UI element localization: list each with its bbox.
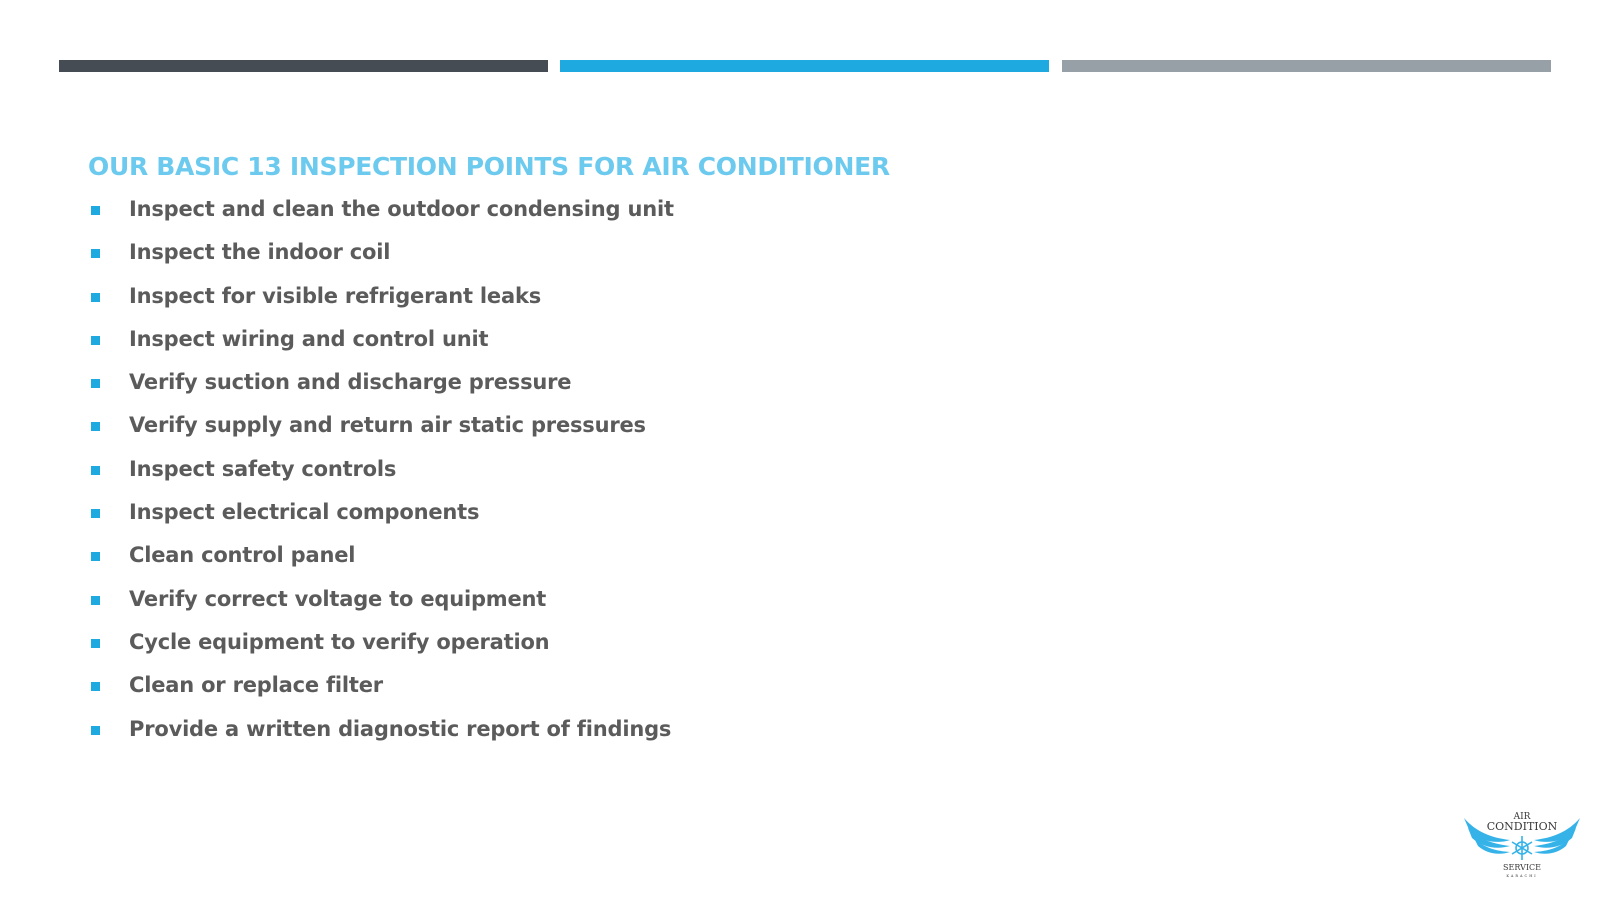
slide-title: OUR BASIC 13 INSPECTION POINTS FOR AIR CONDITIONER — [88, 152, 890, 181]
list-item-text: Inspect and clean the outdoor condensing unit — [129, 197, 674, 221]
logo-line-3: SERVICE — [1503, 863, 1541, 872]
square-bullet-icon — [91, 206, 100, 215]
header-bar-gray — [1062, 60, 1551, 72]
list-item-text: Verify supply and return air static pressures — [129, 413, 646, 438]
list-item-text: Inspect the indoor coil — [129, 240, 391, 265]
list-item-text: Clean or replace filter — [129, 673, 383, 698]
list-item-text: Verify correct voltage to equipment — [129, 586, 547, 611]
logo-line-1: AIR — [1513, 812, 1531, 822]
square-bullet-icon — [91, 466, 100, 475]
list-item-text: Inspect safety controls — [129, 456, 397, 481]
list-item-text: Inspect electrical components — [129, 500, 480, 525]
square-bullet-icon — [91, 639, 100, 648]
square-bullet-icon — [91, 596, 100, 605]
square-bullet-icon — [91, 379, 100, 388]
list-item-text: Provide a written diagnostic report of findings — [129, 716, 672, 741]
square-bullet-icon — [91, 552, 100, 561]
company-logo — [1462, 810, 1582, 882]
square-bullet-icon — [91, 422, 100, 431]
list-item-text: Inspect for visible refrigerant leaks — [129, 283, 542, 308]
list-item-text: Verify suction and discharge pressure — [129, 370, 572, 395]
logo-line-4: KARACHI — [1506, 874, 1538, 878]
square-bullet-icon — [91, 682, 100, 691]
square-bullet-icon — [91, 249, 100, 258]
header-bar-blue — [560, 60, 1049, 72]
square-bullet-icon — [91, 509, 100, 518]
square-bullet-icon — [91, 726, 100, 735]
list-item-text: Cycle equipment to verify operation — [129, 629, 550, 654]
list-item-text: Clean control panel — [129, 543, 356, 568]
header-bar-dark — [59, 60, 548, 72]
winged-snowflake-icon — [1462, 810, 1582, 882]
square-bullet-icon — [91, 336, 100, 345]
logo-line-2: CONDITION — [1486, 820, 1558, 833]
list-item-text: Inspect wiring and control unit — [129, 326, 489, 351]
square-bullet-icon — [91, 293, 100, 302]
